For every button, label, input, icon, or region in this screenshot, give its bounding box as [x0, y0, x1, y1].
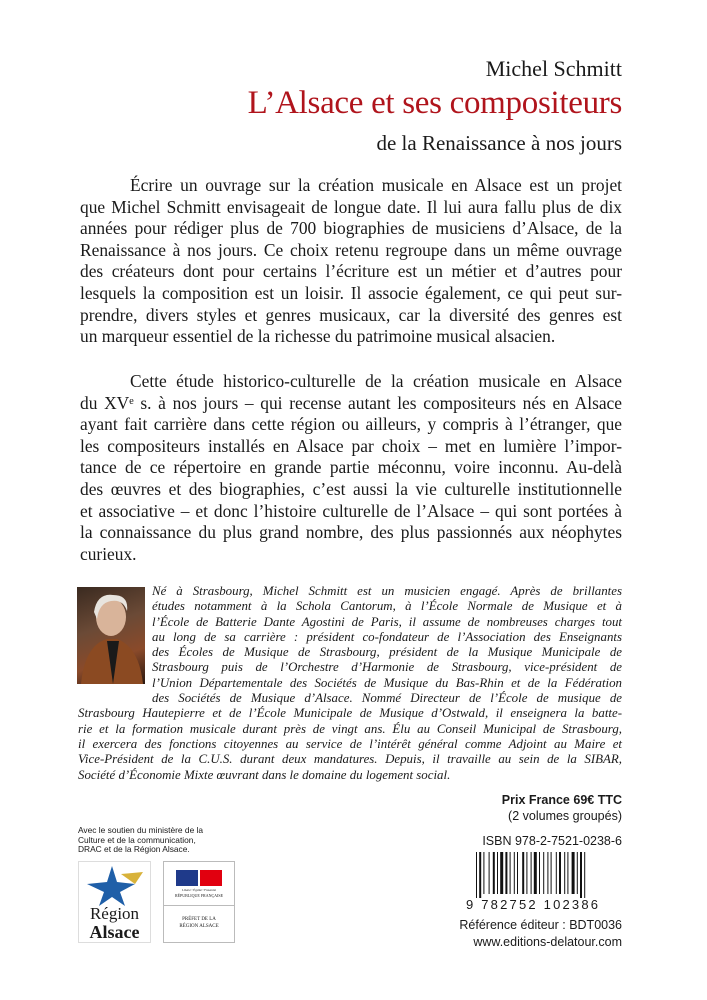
barcode-bar	[505, 852, 507, 894]
text-line: années pour rédiger plus de 700 biographies de musiciens d’Alsace, de la	[80, 218, 622, 239]
text-line: et associative – et donc l’histoire culturelle de l’Alsace – qui sont portées à	[80, 500, 622, 521]
text-line: prendre, divers styles et genres musicaux, car la diversité des genres est	[80, 304, 622, 325]
prefet-logo	[163, 861, 235, 943]
barcode-bar	[517, 852, 518, 894]
text-line: l’Union Départementale des Sociétés de Musique du Bas-Rhin et de la Fédération	[152, 675, 622, 690]
price-note: (2 volumes groupés)	[508, 809, 622, 823]
barcode-bar	[522, 852, 524, 894]
text-line: du XVᵉ s. à nos jours – qui recense autant les compositeurs nés en Alsace	[80, 392, 622, 413]
text-line: des œuvres et des biographies, c’est aussi la vie culturelle institutionnelle	[80, 478, 622, 499]
barcode-bar	[539, 852, 540, 894]
barcode-bars	[466, 852, 622, 898]
barcode-bar	[476, 852, 477, 898]
prefet-republique: RÉPUBLIQUE FRANÇAISE	[174, 893, 224, 898]
text-line: Né à Strasbourg, Michel Schmitt est un musicien engagé. Après de brillantes	[152, 584, 622, 598]
barcode-bar	[559, 852, 561, 894]
text-line: Strasbourg Hautepierre et de l’École Municipale de Musique d’Ostwald, il enseignera la batte-	[78, 706, 622, 721]
text-line: les compositeurs installés en Alsace par choix – met en lumière l’impor-	[80, 435, 622, 456]
text-line: Renaissance à nos jours. Ce choix retenu regroupe dans un même ouvrage	[80, 239, 622, 260]
barcode	[466, 852, 622, 912]
text-line: tance de ce répertoire en grande partie méconnu, voire inconnu. Au-delà	[80, 457, 622, 478]
text-line: Société d’Économie Mixte œuvrant dans le domaine du logement social.	[78, 767, 451, 782]
text-line: au long de sa carrière : président co-fondateur de l’Association des Enseignants	[152, 629, 622, 644]
barcode-bar	[531, 852, 532, 894]
text-line: l’École de Batterie Dante Agostini de Paris, il assume de nombreuses charges tout	[152, 614, 622, 629]
barcode-bar	[584, 852, 585, 898]
barcode-bar	[556, 852, 557, 894]
barcode-bar	[479, 852, 481, 898]
barcode-bar	[534, 852, 537, 894]
text-line: lesquels la composition est un loisir. Il associe également, ce qui peut sur-	[80, 282, 622, 303]
barcode-bar	[497, 852, 498, 894]
prefet-label: PRÉFET DE LA RÉGION ALSACE	[179, 917, 219, 929]
description-paragraph-2	[80, 371, 622, 565]
text-line: Vice-Président de la C.U.S. durant deux mandatures. Depuis, il travaille au sein de la SIBAR,	[78, 752, 622, 767]
publisher-reference: Référence éditeur : BDT0036	[459, 918, 622, 932]
text-line: des créateurs dont pour certains l’écriture est un métier et d’autres pour	[80, 261, 622, 282]
publisher-website[interactable]: www.editions-delatour.com	[473, 935, 622, 949]
barcode-bar	[510, 852, 511, 894]
barcode-digits: 9 782752 102386	[466, 897, 601, 912]
barcode-bar	[493, 852, 495, 894]
isbn: ISBN 978-2-7521-0238-6	[482, 834, 622, 848]
text-line: un marqueur essentiel de la richesse du patrimoine musical alsacien.	[80, 326, 556, 347]
text-line: Cette étude historico-culturelle de la création musicale en Alsace	[130, 371, 622, 391]
barcode-bar	[580, 852, 582, 898]
book-subtitle: de la Renaissance à nos jours	[376, 131, 622, 155]
text-line: que Michel Schmitt envisageait de longue date. Il lui aura fallu plus de dix	[80, 196, 622, 217]
description-paragraph-1	[80, 175, 622, 348]
barcode-bar	[577, 852, 578, 894]
text-line: Strasbourg puis de l’Orchestre d’Harmonie de Strasbourg, vice-président de	[152, 660, 622, 675]
region-alsace-logo	[78, 861, 151, 943]
barcode-bar	[514, 852, 515, 894]
text-line: ayant fait carrière dans cette région ou ailleurs, y compris à l’étranger, que	[80, 414, 622, 435]
text-line: des Écoles de Musique de Strasbourg, président de la Musique Municipale de	[152, 645, 622, 660]
barcode-bar	[567, 852, 568, 894]
region-line2: Alsace	[89, 922, 140, 942]
author-name: Michel Schmitt	[485, 56, 622, 81]
text-line: études notamment à la Schola Cantorum, à l’École Normale de Musique et à	[152, 599, 622, 614]
barcode-bar	[572, 852, 575, 894]
barcode-bar	[551, 852, 552, 894]
text-line: la connaissance du plus grand nombre, des plus passionnés aux néophytes	[80, 522, 622, 543]
french-flag-icon	[164, 870, 234, 886]
star-icon	[79, 862, 150, 906]
barcode-bar	[547, 852, 548, 894]
region-line1: Région	[89, 904, 140, 923]
barcode-bar	[564, 852, 565, 894]
text-line: curieux.	[80, 543, 137, 564]
barcode-bar	[543, 852, 544, 894]
barcode-bar	[483, 852, 484, 894]
text-line: Écrire un ouvrage sur la création musicale en Alsace est un projet	[130, 175, 622, 195]
book-title: L’Alsace et ses compositeurs	[247, 85, 622, 121]
price: Prix France 69€ TTC	[501, 793, 622, 807]
author-biography	[78, 584, 622, 783]
barcode-bar	[489, 852, 490, 894]
text-line: il exercera des fonctions citoyennes au service de l’intérêt général comme Adjoint au Maire et	[78, 736, 622, 751]
prefet-motto: Liberté • Égalité • Fraternité	[182, 888, 216, 892]
barcode-bar	[500, 852, 503, 894]
text-line: des Sociétés de Musique d’Alsace. Nommé Directeur de l’École de musique de	[152, 691, 622, 706]
barcode-bar	[526, 852, 527, 894]
text-line: rie et la formation musicale durant près de vingt ans. Élu au Conseil Municipal de Strasbourg,	[78, 721, 622, 736]
support-notice: Avec le soutien du ministère de la Culture et de la communication, DRAC et de la Région Alsace.	[78, 825, 204, 854]
